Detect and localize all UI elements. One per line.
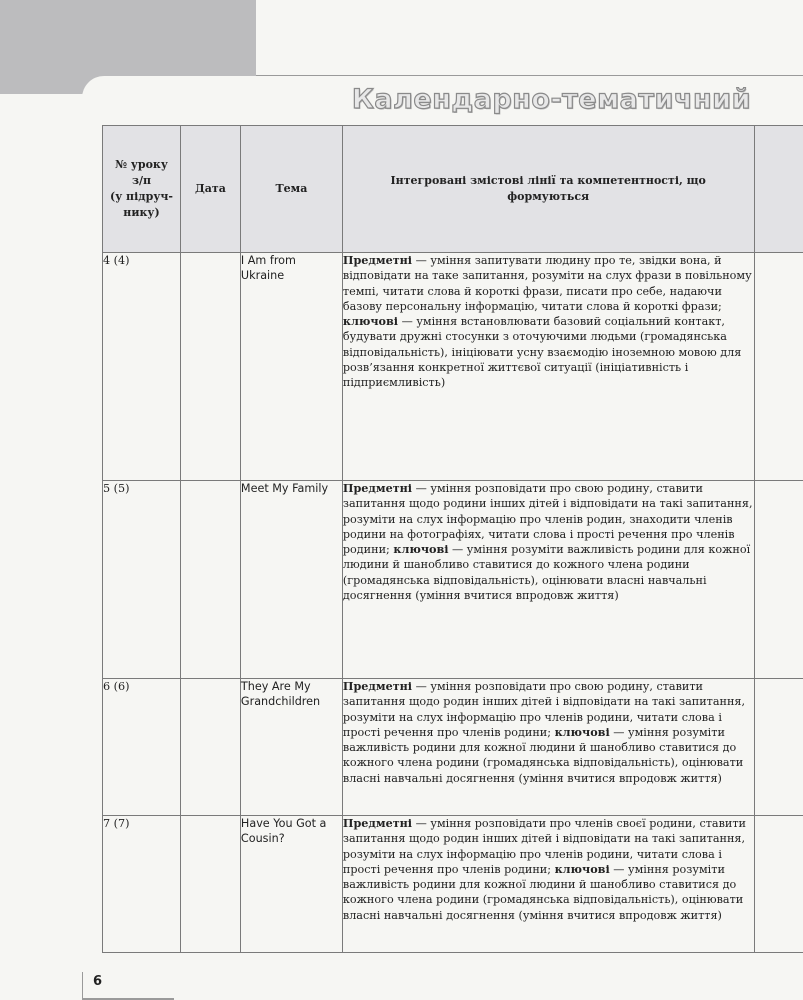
lesson-topic: They Are My Grandchildren: [240, 679, 342, 816]
header-date: Дата: [180, 126, 240, 253]
key-label: ключові: [342, 314, 399, 329]
lesson-date: [180, 253, 240, 481]
key-text: — уміння розуміти важливість родини для кожної людини й шанобливо ставитися до кожного члена родини (громадянська відповідальність), оцінювати власні навчальні досягнення (уміння вчитися впродовж життя): [342, 862, 744, 922]
subject-label: Предметні: [342, 253, 413, 267]
next-column-cell: [754, 679, 803, 816]
key-label: ключові: [554, 861, 610, 876]
lesson-date: [180, 679, 240, 816]
subject-label: Предметні: [342, 816, 413, 830]
table-row: [103, 679, 803, 816]
header-next-column: [754, 126, 803, 253]
table-row: [103, 253, 803, 481]
header-competences-text: Інтегровані змістові лінії та компетентності, що формуються: [390, 174, 706, 203]
subject-text: — уміння запитувати людину про те, звідки вона, й відповідати на таке запитання, розуміти на слух фрази в повільному темпі, читати слова й короткі фрази, писати про себе, надаючи базову персональну інформацію, читати слова й короткі фрази;: [342, 254, 752, 313]
lesson-competences: [342, 481, 754, 679]
lesson-number: 4 (4): [103, 253, 181, 481]
page-number: 6: [93, 974, 103, 989]
lesson-competences: [342, 253, 754, 481]
key-text: — уміння розуміти важливість родини для кожної людини й шанобливо ставитися до кожного члена родини (громадянська відповідальність), оцінювати власні навчальні досягнення (уміння вчитися впродовж життя): [342, 543, 751, 603]
lesson-topic: Meet My Family: [240, 481, 342, 679]
header-lesson-no: № уроку з/п (у підруч- нику): [103, 126, 181, 253]
key-text: — уміння встановлювати базовий соціальний контакт, будувати дружні стосунки з оточуючими людьми (громадянська відповідальність), ініціювати усну взаємодію іноземною мовою для розв’язання конкретної життєвої ситуації (ініціативність і підприємливість): [342, 315, 742, 390]
key-label: ключові: [393, 542, 449, 557]
lesson-date: [180, 816, 240, 953]
subject-text: — уміння розповідати про свою родину, ставити запитання щодо родин інших дітей і відповідати на такі запитання, розуміти на слух інформацію про членів родини, читати слова і прості речення про членів родини;: [342, 680, 746, 739]
key-text: — уміння розуміти важливість родини для кожної людини й шанобливо ставитися до кожного члена родини (громадянська відповідальність), оцінювати власні навчальні досягнення (уміння вчитися впродовж життя): [342, 725, 744, 785]
lesson-competences: [342, 679, 754, 816]
header-competences: [342, 126, 754, 253]
next-column-cell: [754, 481, 803, 679]
subject-label: Предметні: [342, 481, 413, 495]
table-row: [103, 481, 803, 679]
lesson-number: 5 (5): [103, 481, 181, 679]
table-row: [103, 816, 803, 953]
lesson-plan-table: [102, 125, 803, 953]
lesson-date: [180, 481, 240, 679]
next-column-cell: [754, 816, 803, 953]
subject-text: — уміння розповідати про членів своєї родини, ставити запитання щодо родин інших дітей і відповідати на такі запитання, розуміти на слух інформацію про членів родини, читати слова і прості речення про членів родини;: [342, 817, 746, 876]
lesson-number: 6 (6): [103, 679, 181, 816]
next-column-cell: [754, 253, 803, 481]
subject-text: — уміння розповідати про свою родину, ставити запитання щодо родини інших дітей і відповідати на такі запитання, розуміти на слух інформацію про членів родин, знаходити членів родини на фотографіях, читати слова і прості речення про членів родини;: [342, 482, 753, 557]
lesson-number: 7 (7): [103, 816, 181, 953]
key-label: ключові: [554, 724, 610, 739]
lesson-topic: Have You Got a Cousin?: [240, 816, 342, 953]
footer-side-rule: [82, 972, 83, 1000]
table-header-row: [103, 126, 803, 253]
subject-label: Предметні: [342, 679, 413, 693]
lesson-competences: [342, 816, 754, 953]
header-topic: Тема: [240, 126, 342, 253]
page-title: Календарно-тематичний: [351, 84, 751, 115]
lesson-topic: I Am from Ukraine: [240, 253, 342, 481]
